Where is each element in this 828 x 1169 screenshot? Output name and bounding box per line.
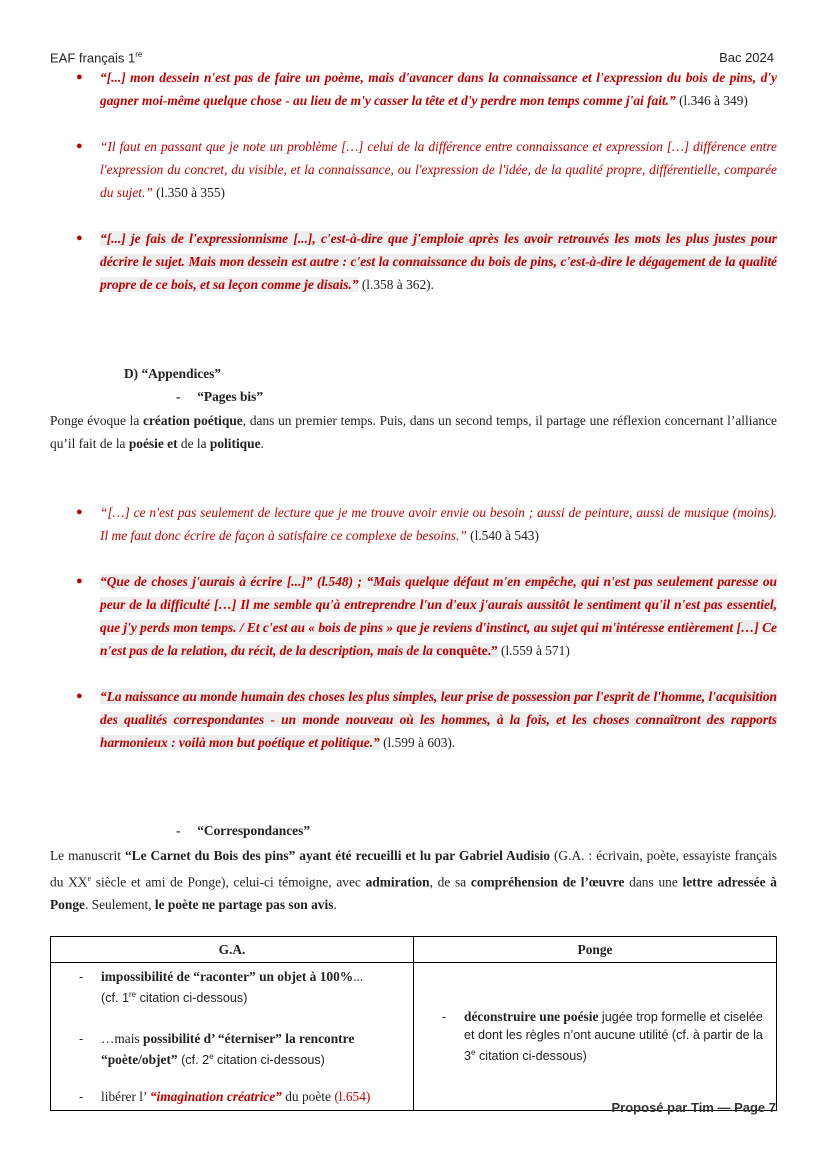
quote-item-highlighted: ● “Que de choses j'aurais à écrire [...]” (l.548) ; “Mais quelque défaut m'en empêche, qui n'est pas seulement paresse ou peur de la difficulté […] Il me semble qu'à entreprendre l'un d'eux j'aurais aussitôt le sentiment qu'il n'est pas essentiel, que j'y perds mon temps. / Et c'est au « bois de pins » que je reviens d'instinct, au sujet qui m'intéresse entièrement […] Ce n'est pas de la relation, du récit, de la description, mais de la conquête.” (l.559 à 571) (50, 570, 777, 662)
quote-item: ● “[…] ce n'est pas seulement de lecture que je me trouve avoir envie ou besoin ; aussi de peinture, aussi de musique (moins). Il me faut donc écrire de façon à satisfaire ce complexe de besoins.” (l.540 à 543) (50, 501, 777, 547)
header-left: EAF français 1re (50, 50, 143, 66)
ga-item: - …mais possibilité d’ “éterniser” la rencontre “poète/objet” (cf. 2e citation ci-dessous) (79, 1031, 355, 1068)
comparison-table (50, 936, 777, 1111)
ponge-item: - déconstruire une poésie jugée trop formelle et ciselée et dont les règles n’ont aucune utilité (cf. à partir de la 3e citation ci-dessous) (442, 1008, 763, 1063)
table-cell-ga (51, 963, 414, 1111)
bullet-icon: ● (76, 690, 83, 702)
bullet-icon: ● (76, 71, 83, 83)
bullet-icon: ● (76, 140, 83, 152)
bullet-icon: ● (76, 232, 83, 244)
bullet-icon: ● (76, 506, 83, 518)
quotes-d (50, 501, 777, 754)
bullet-icon: ● (76, 575, 83, 587)
quote-item: ● “Il faut en passant que je note un problème […] celui de la différence entre connaissance et expression […] différence entre l'expression du concret, du visible, et la connaissance, ou l'expression de l'idée, de la qualité propre, différentielle, comparée du sujet.” (l.350 à 355) (50, 135, 777, 204)
table-header-ga: G.A. (51, 937, 414, 963)
ga-item: - impossibilité de “raconter” un objet à 100%... (cf. 1re citation ci-dessous) (79, 969, 364, 1006)
section-title: D) “Appendices” (124, 366, 222, 381)
ga-item: - libérer l’ “imagination créatrice” du poète (l.654) (79, 1089, 371, 1105)
quote-item-highlighted: ● “[...] je fais de l'expressionnisme [...], c'est-à-dire que j'emploie après les avoir retrouvés les mots les plus justes pour décrire le sujet. Mais mon dessein est autre : c'est la connaissance du bois de pins, c'est-à-dire le dégagement de la qualité propre de ce bois, et sa leçon comme je disais.” (l.358 à 362). (50, 227, 777, 296)
subsection-title: - “Correspondances” (176, 823, 311, 838)
correspondances-paragraph: Le manuscrit “Le Carnet du Bois des pins” ayant été recueilli et lu par Gabriel Audisio (G.A. : écrivain, poète, essayiste français du XXe siècle et ami de Ponge), celui-ci témoigne, avec admiration, de sa compréhension de l’œuvre dans une lettre adressée à Ponge. Seulement, le poète ne partage pas son avis. (50, 848, 777, 913)
header-right: Bac 2024 (719, 50, 774, 65)
table-cell-ponge (414, 963, 777, 1111)
quote-item: ● “[...] mon dessein n'est pas de faire un poème, mais d'avancer dans la connaissance et l'expression du bois de pins, d'y gagner moi-même quelque chose - au lieu de m'y casser la tête et d'y perdre mon temps comme j'ai fait.” (l.346 à 349) (50, 66, 777, 112)
table-row (51, 963, 777, 1111)
quotes-c (50, 66, 777, 296)
subsection-title: - “Pages bis” (176, 389, 264, 404)
table-header-row (51, 937, 777, 963)
quote-item-highlighted: ● “La naissance au monde humain des choses les plus simples, leur prise de possession par l'esprit de l'homme, l'acquisition des qualités correspondantes - un monde nouveau où les hommes, à la fois, et les choses connaîtront des rapports harmonieux : voilà mon but poétique et politique.” (l.599 à 603). (50, 685, 777, 754)
intro-paragraph: Ponge évoque la création poétique, dans un premier temps. Puis, dans un second temps, il partage une réflexion concernant l’alliance qu’il fait de la poésie et de la politique. (50, 413, 777, 451)
page-footer: Proposé par Tim — Page 7 (611, 1100, 776, 1115)
table-header-ponge: Ponge (414, 937, 777, 963)
